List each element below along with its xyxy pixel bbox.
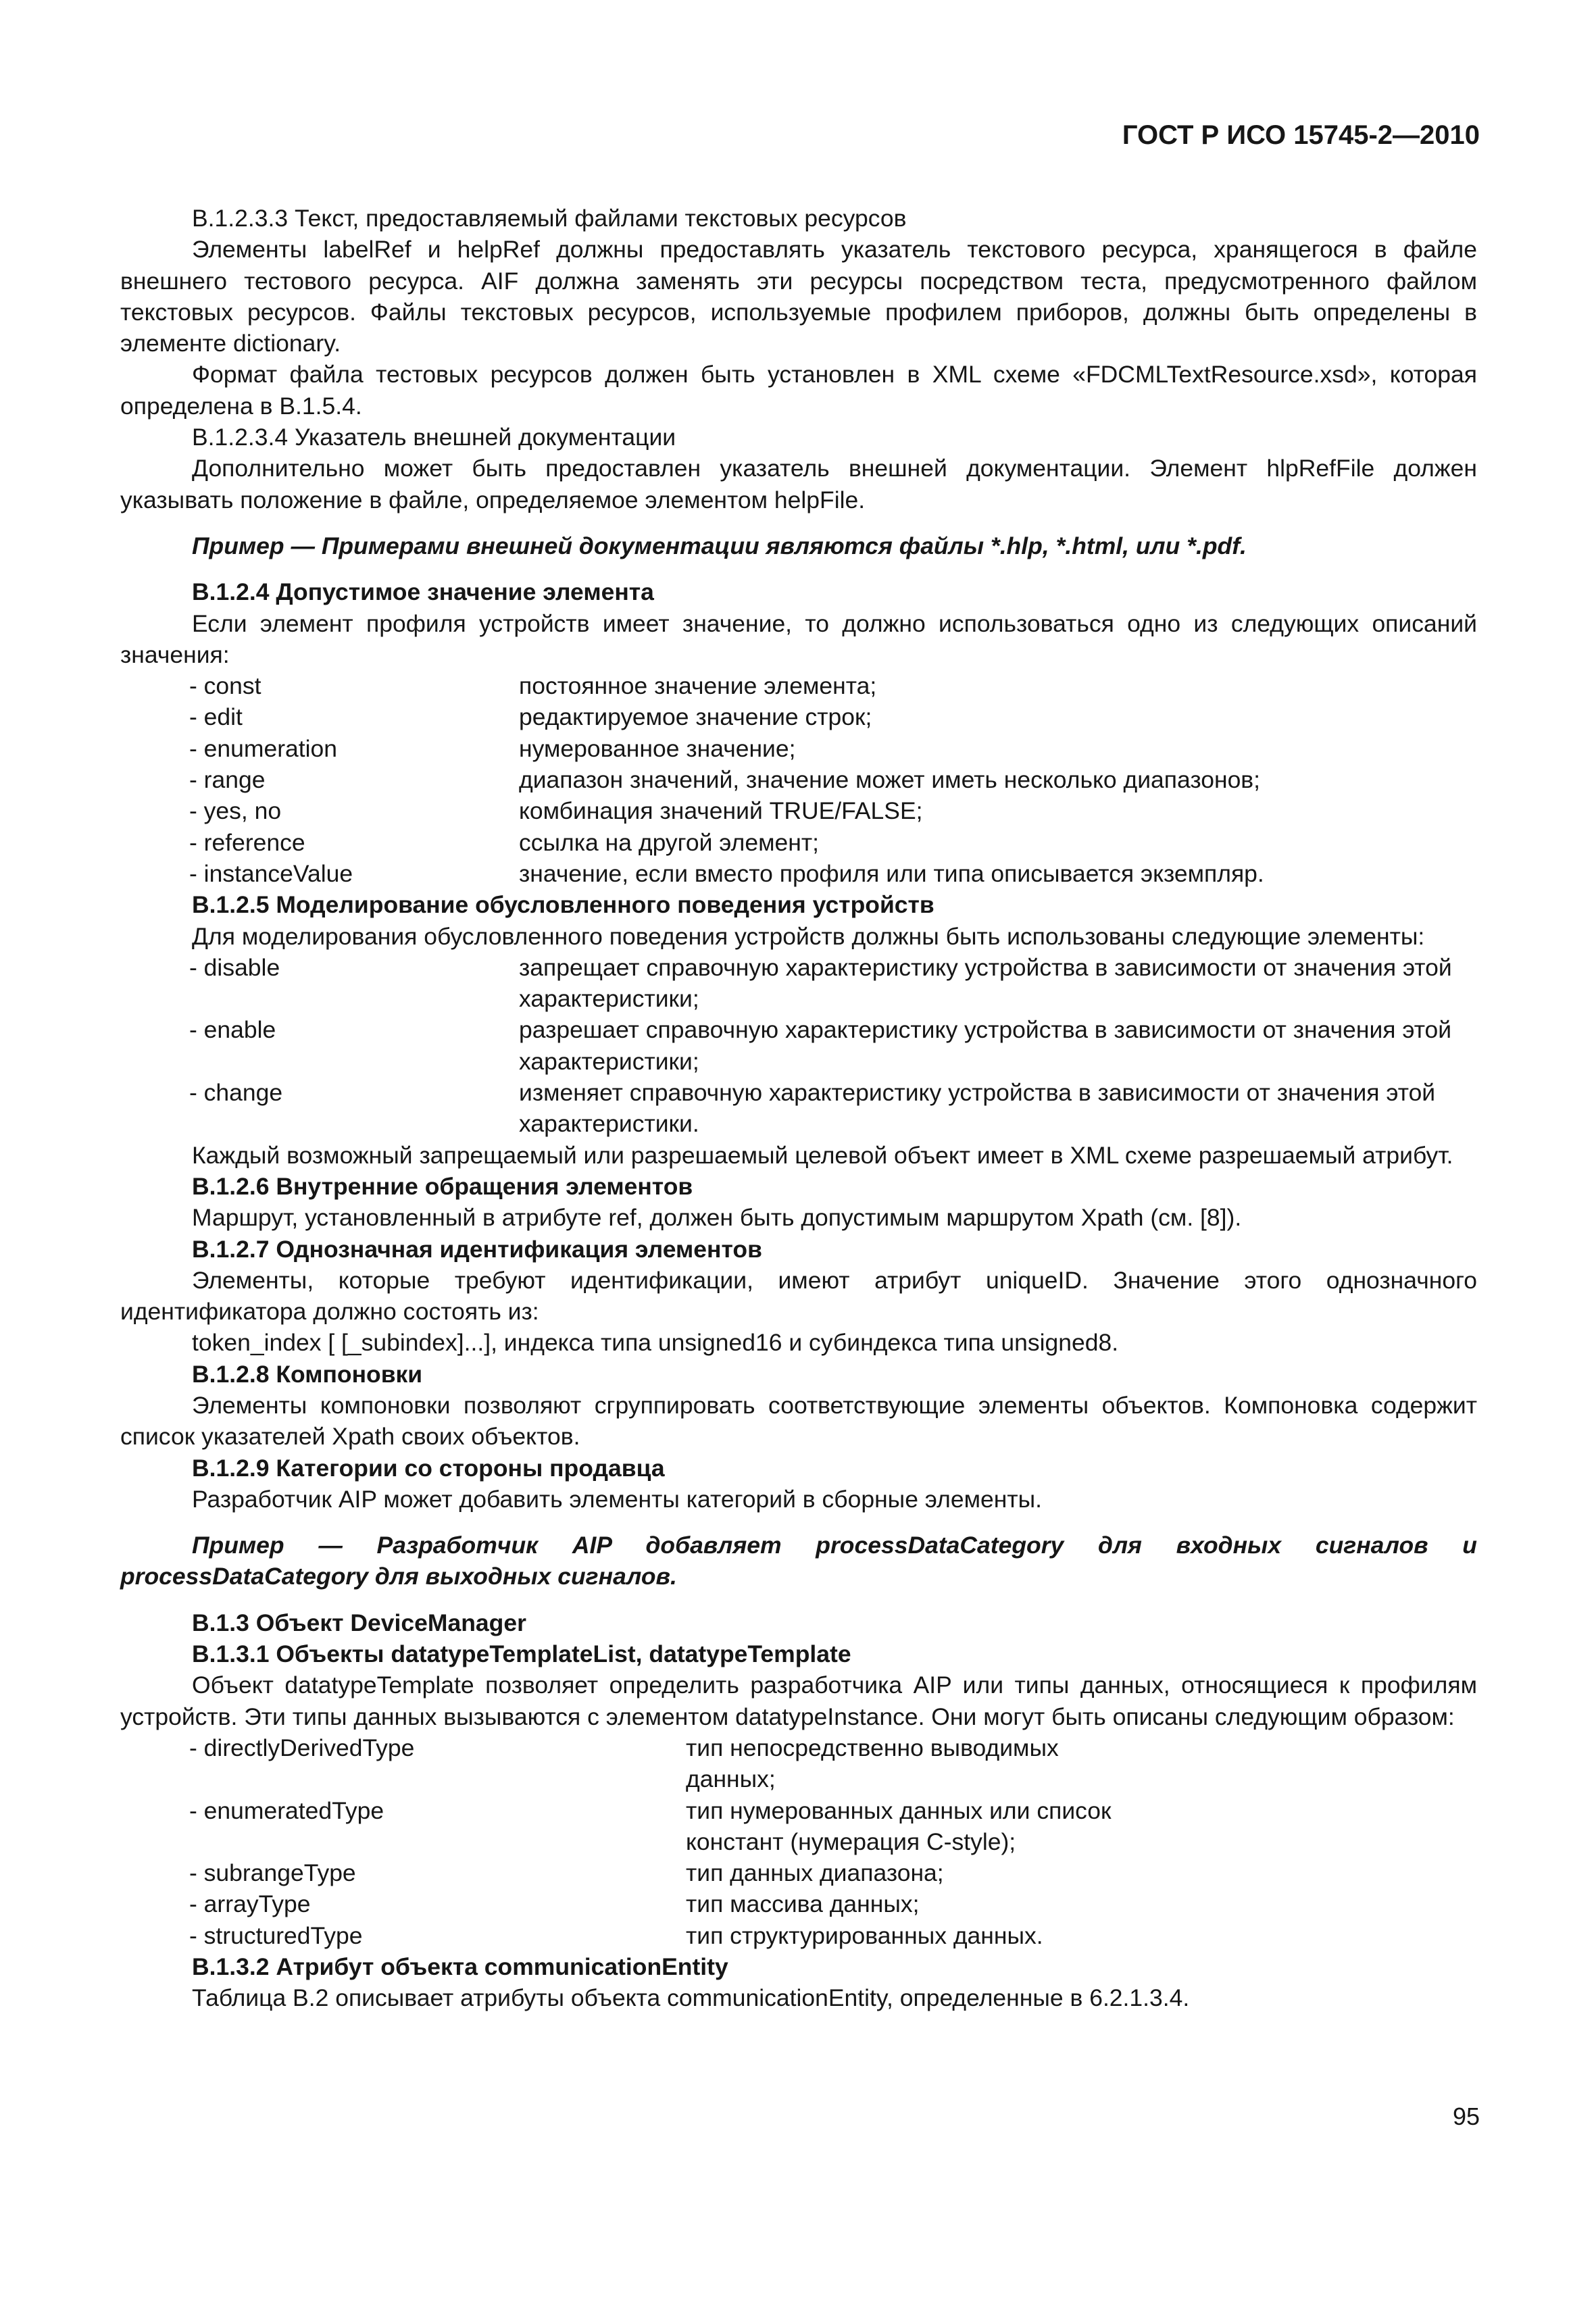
list-description: тип непосредственно выводимых данных; [686, 1734, 1059, 1793]
clause-heading: В.1.2.3.4 Указатель внешней документации [192, 424, 676, 451]
paragraph: Элементы компоновки позволяют сгруппировать соответствующие элементы объектов. Компоновка содержит список указателей Xpath своих объектов. [120, 1391, 1477, 1451]
example-note: Пример — Разработчик AIP добавляет processDataCategory для входных сигналов и processDataCategory для выходных сигналов. [120, 1532, 1477, 1590]
list-description: тип массива данных; [686, 1890, 920, 1918]
paragraph: token_index [ [_subindex]...], индекса типа unsigned16 и субиндекса типа unsigned8. [192, 1329, 1119, 1357]
list-term: - enable [189, 1016, 276, 1044]
section-heading: В.1.2.8 Компоновки [192, 1360, 423, 1388]
paragraph: Для моделирования обусловленного поведения устройств должны быть использованы следующие элементы: [192, 922, 1425, 950]
list-term: - enumeratedType [189, 1796, 384, 1824]
list-term: - structuredType [189, 1921, 363, 1949]
paragraph: Элементы, которые требуют идентификации, имеют атрибут uniqueID. Значение этого однозначного идентификатора должно состоять из: [120, 1266, 1477, 1326]
list-description: тип данных диапазона; [686, 1859, 944, 1887]
paragraph: Элементы labelRef и helpRef должны предоставлять указатель текстового ресурса, хранящегося в файле внешнего тестового ресурса. AIF должна заменять эти ресурсы посредством теста, предусмотренного файлом текстовых ресурсов. Файлы текстовых ресурсов, используемые профилем приборов, должны быть определены в элементе dictionary. [120, 236, 1477, 357]
list-term: - disable [189, 953, 280, 981]
list-description: нумерованное значение; [519, 734, 796, 762]
list-description: запрещает справочную характеристику устройства в зависимости от значения этой характеристики; [519, 953, 1452, 1013]
list-description: разрешает справочную характеристику устройства в зависимости от значения этой характеристики; [519, 1016, 1452, 1075]
paragraph: Объект datatypeTemplate позволяет определить разработчика AIP или типы данных, относящиеся к профилям устройств. Эти типы данных вызываются с элементом datatypeInstance. Они могут быть описаны следующим образом: [120, 1671, 1477, 1730]
list-item [120, 764, 1477, 795]
list-description: тип нумерованных данных или список констант (нумерация C-style); [686, 1796, 1112, 1855]
list-term: - range [189, 766, 266, 794]
page-number: 95 [1452, 2103, 1480, 2130]
list-description: тип структурированных данных. [686, 1921, 1043, 1949]
list-item [120, 733, 1477, 764]
section-heading: В.1.3 Объект DeviceManager [192, 1609, 526, 1636]
list-item [120, 670, 1477, 701]
list-description: значение, если вместо профиля или типа описывается экземпляр. [519, 859, 1264, 887]
section-heading: В.1.2.4 Допустимое значение элемента [192, 578, 654, 606]
list-description: изменяет справочную характеристику устройства в зависимости от значения этой характеристики. [519, 1079, 1436, 1138]
list-term: - instanceValue [189, 859, 353, 887]
behavior-list [120, 952, 1477, 1140]
list-item [120, 1077, 1477, 1140]
list-item [120, 1920, 1477, 1951]
list-description: диапазон значений, значение может иметь несколько диапазонов; [519, 766, 1261, 794]
paragraph: Формат файла тестовых ресурсов должен быть установлен в XML схеме «FDCMLTextResource.xsd», которая определена в В.1.5.4. [120, 361, 1477, 420]
list-item [120, 952, 1477, 1015]
list-term: - subrangeType [189, 1859, 356, 1887]
list-item [120, 1888, 1477, 1919]
paragraph: Каждый возможный запрещаемый или разрешаемый целевой объект имеет в XML схеме разрешаемый атрибут. [192, 1141, 1453, 1169]
list-item [120, 1014, 1477, 1077]
list-term: - enumeration [189, 734, 338, 762]
list-term: - const [189, 672, 261, 700]
value-list [120, 670, 1477, 889]
list-term: - change [189, 1079, 283, 1107]
section-heading: В.1.3.2 Атрибут объекта communicationEntity [192, 1953, 728, 1981]
list-description: редактируемое значение строк; [519, 703, 872, 731]
datatype-list [120, 1732, 1477, 1951]
section-heading: В.1.2.5 Моделирование обусловленного поведения устройств [192, 891, 934, 919]
section-heading: В.1.2.9 Категории со стороны продавца [192, 1454, 665, 1482]
document-header: ГОСТ Р ИСО 15745-2—2010 [1122, 120, 1480, 150]
paragraph: Разработчик AIP может добавить элементы категорий в сборные элементы. [192, 1485, 1042, 1513]
list-item [120, 701, 1477, 732]
list-item [120, 1732, 1477, 1795]
list-term: - directlyDerivedType [189, 1734, 415, 1761]
clause-heading: В.1.2.3.3 Текст, предоставляемый файлами текстовых ресурсов [192, 205, 907, 232]
list-description: постоянное значение элемента; [519, 672, 877, 700]
list-term: - edit [189, 703, 243, 731]
list-term: - reference [189, 828, 305, 856]
paragraph: Дополнительно может быть предоставлен указатель внешней документации. Элемент hlpRefFile должен указывать положение в файле, определяемое элементом helpFile. [120, 455, 1477, 513]
list-description: комбинация значений TRUE/FALSE; [519, 797, 923, 825]
list-term: - arrayType [189, 1890, 311, 1918]
section-heading: В.1.2.6 Внутренние обращения элементов [192, 1172, 693, 1200]
paragraph: Таблица В.2 описывает атрибуты объекта communicationEntity, определенные в 6.2.1.3.4. [192, 1984, 1190, 2012]
paragraph: Если элемент профиля устройств имеет значение, то должно использоваться одно из следующих описаний значения: [120, 609, 1477, 668]
section-heading: В.1.2.7 Однозначная идентификация элементов [192, 1235, 762, 1263]
list-item [120, 1857, 1477, 1888]
section-heading: В.1.3.1 Объекты datatypeTemplateList, datatypeTemplate [192, 1640, 851, 1668]
list-term: - yes, no [189, 797, 282, 825]
paragraph: Маршрут, установленный в атрибуте ref, должен быть допустимым маршрутом Xpath (см. [8]). [192, 1204, 1242, 1232]
list-item [120, 795, 1477, 826]
page-content [120, 203, 1477, 2014]
list-item [120, 858, 1477, 889]
example-note: Пример — Примерами внешней документации являются файлы *.hlp, *.html, или *.pdf. [192, 532, 1247, 559]
list-item [120, 827, 1477, 858]
list-description: ссылка на другой элемент; [519, 828, 819, 856]
list-item [120, 1795, 1477, 1858]
